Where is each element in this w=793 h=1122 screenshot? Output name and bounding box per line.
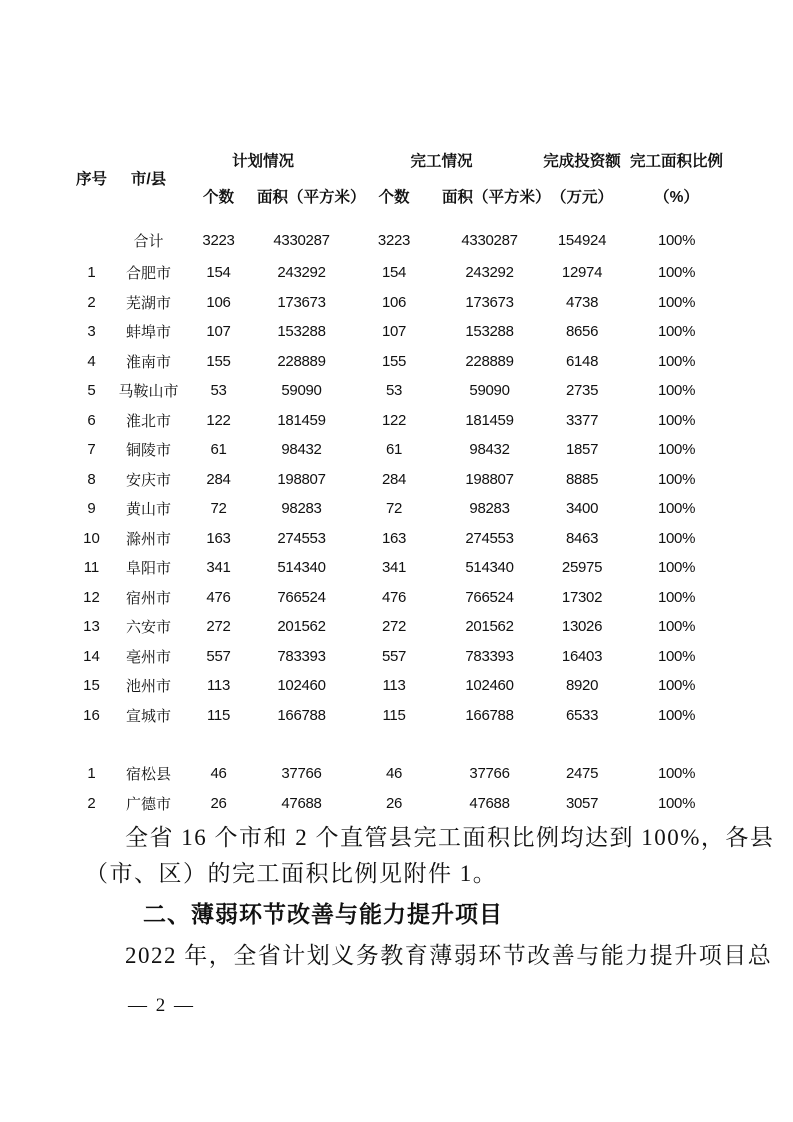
cell-ratio: 100% [657,500,696,518]
cell-serial: 5 [87,382,96,400]
cell-region: 淮南市 [125,353,171,371]
cell-region: 安庆市 [125,471,171,489]
cell-ratio: 100% [657,618,696,636]
cell-ratio: 100% [657,588,696,606]
cell-serial: 12 [83,588,100,606]
cell-region: 马鞍山市 [118,383,179,401]
cell-ratio: 100% [657,529,696,547]
cell-ratio: 100% [657,293,696,311]
county-rows [66,759,726,818]
cell-ratio: 100% [657,647,696,665]
table-row [66,583,726,613]
cell-region: 黄山市 [125,501,171,519]
cell-done-area: 98283 [469,500,510,518]
cell-plan-area: 153288 [277,323,326,341]
cell-investment: 1857 [565,441,599,459]
cell-plan-area: 173673 [277,293,326,311]
cell-ratio: 100% [657,470,696,488]
cell-region: 铜陵市 [125,442,171,460]
cell-done-area: 181459 [465,411,514,429]
cell-region: 池州市 [125,678,171,696]
cell-ratio: 100% [657,323,696,341]
cell-plan-count: 46 [210,765,227,783]
cell-serial: 10 [83,529,100,547]
cell-ratio: 100% [657,677,696,695]
cell-serial: 1 [87,765,96,783]
cell-region: 滁州市 [125,530,171,548]
cell-plan-count: 284 [206,470,231,488]
cell-plan-area: 514340 [277,559,326,577]
cell-investment: 8463 [565,529,599,547]
cell-serial: 6 [87,411,96,429]
header-spacer [66,214,726,222]
table-header [66,142,726,214]
cell-serial [66,222,117,258]
total-section [66,214,726,258]
cell-done-count: 106 [381,293,407,311]
cell-investment: 4738 [565,293,599,311]
cell-plan-area: 98283 [281,500,322,518]
cell-investment: 8920 [565,677,599,695]
cell-region: 合肥市 [125,265,171,283]
cell-plan-count: 3223 [202,231,235,249]
cell-plan-area: 243292 [277,264,326,282]
cell-ratio: 100% [657,765,696,783]
cell-done-count: 476 [381,588,407,606]
cell-done-count: 113 [382,677,406,695]
cell-done-count: 26 [385,794,403,812]
table-row [66,642,726,672]
cell-done-area: 228889 [465,352,514,370]
city-rows [66,258,726,730]
cell-plan-area: 37766 [281,765,322,783]
cell-ratio: 100% [657,231,696,249]
cell-investment: 3377 [565,411,599,429]
cell-investment: 154924 [557,231,607,249]
cell-done-area: 766524 [465,588,514,606]
cell-investment: 2475 [565,765,599,783]
cell-serial: 16 [83,706,100,724]
cell-done-count: 341 [381,559,407,577]
cell-done-count: 115 [382,706,406,724]
table-row [66,465,726,495]
cell-serial: 11 [83,559,100,577]
cell-region: 宿松县 [125,766,171,784]
page-number: — 2 — [128,995,195,1016]
cell-done-area: 153288 [465,323,514,341]
paragraph2-line1: 2022 年，全省计划义务教育薄弱环节改善与能力提升项目总 [125,943,773,968]
cell-plan-count: 272 [206,618,231,636]
cell-plan-count: 341 [206,559,231,577]
paragraph1-line1: 全省 16 个市和 2 个直管县完工面积比例均达到 100%，各县 [125,825,775,850]
cell-plan-area: 166788 [277,706,326,724]
cell-serial: 1 [87,264,96,282]
cell-ratio: 100% [657,794,696,812]
cell-investment: 17302 [561,588,603,606]
cell-done-count: 107 [381,323,407,341]
section-heading: 二、薄弱环节改善与能力提升项目 [143,901,503,927]
table-row [66,376,726,406]
cell-done-count: 122 [381,411,407,429]
cell-plan-area: 98432 [281,441,322,459]
cell-plan-area: 274553 [277,529,326,547]
cell-region: 芜湖市 [125,294,171,312]
cell-plan-count: 26 [210,794,227,812]
cell-investment: 13026 [561,618,603,636]
cell-done-area: 166788 [465,706,514,724]
cell-done-area: 783393 [465,647,514,665]
cell-done-area: 201562 [465,618,514,636]
header-group-done: 完工情况 [410,153,473,170]
cell-done-area: 173673 [465,293,514,311]
header-ratio-line2: （%） [654,189,699,206]
table-row [66,553,726,583]
header-done-count: 个数 [378,189,410,206]
cell-serial: 8 [87,470,96,488]
cell-plan-count: 113 [206,677,230,695]
cell-serial: 9 [87,500,96,518]
cell-plan-count: 154 [206,264,231,282]
cell-ratio: 100% [657,441,696,459]
cell-plan-area: 766524 [277,588,326,606]
cell-region: 广德市 [125,795,171,813]
cell-done-count: 72 [385,500,403,518]
cell-plan-area: 59090 [281,382,322,400]
table-row [66,701,726,731]
table-row [66,494,726,524]
cell-serial: 2 [87,794,96,812]
table-row [66,789,726,819]
cell-done-count: 46 [385,765,403,783]
completion-statistics-table [66,142,726,818]
header-investment-line1: 完成投资额 [543,153,621,170]
cell-serial: 14 [83,647,100,665]
cell-done-area: 243292 [465,264,514,282]
cell-done-count: 155 [381,352,407,370]
cell-ratio: 100% [657,264,696,282]
total-row [66,222,726,258]
table-row [66,612,726,642]
cell-investment: 8885 [565,470,599,488]
header-investment-line2: （万元） [551,189,614,206]
section-gap [66,730,726,759]
cell-plan-count: 557 [206,647,231,665]
table-row [66,317,726,347]
cell-plan-count: 107 [206,323,231,341]
table-row [66,406,726,436]
cell-done-count: 53 [385,382,403,400]
cell-investment: 16403 [561,647,603,665]
cell-plan-count: 61 [210,441,227,459]
table-row [66,435,726,465]
gap-row [66,730,726,759]
cell-done-area: 198807 [465,470,514,488]
cell-serial: 4 [87,352,96,370]
cell-investment: 3400 [565,500,599,518]
paragraph1-line2: （市、区）的完工面积比例见附件 1。 [85,861,498,886]
cell-done-area: 4330287 [461,231,518,249]
cell-done-count: 61 [385,441,403,459]
cell-plan-area: 4330287 [273,231,330,249]
cell-serial: 7 [87,441,96,459]
cell-plan-area: 102460 [277,677,326,695]
cell-region: 六安市 [125,619,171,637]
cell-region: 淮北市 [125,412,171,430]
table-row [66,524,726,554]
cell-ratio: 100% [657,382,696,400]
cell-plan-area: 228889 [277,352,326,370]
cell-plan-count: 53 [210,382,227,400]
cell-plan-area: 47688 [281,794,322,812]
cell-investment: 6148 [565,352,599,370]
cell-serial: 15 [83,677,100,695]
cell-region: 宣城市 [125,707,171,725]
cell-done-count: 154 [381,264,407,282]
cell-region: 亳州市 [125,648,171,666]
header-done-area: 面积（平方米） [442,189,551,206]
table-row [66,288,726,318]
header-serial: 序号 [75,171,107,188]
table-row [66,258,726,288]
cell-investment: 6533 [565,706,599,724]
table-row [66,347,726,377]
cell-plan-count: 476 [206,588,231,606]
cell-investment: 12974 [561,264,603,282]
cell-ratio: 100% [657,559,696,577]
table-row [66,759,726,789]
cell-done-area: 47688 [469,794,510,812]
cell-done-area: 514340 [465,559,514,577]
cell-done-area: 59090 [469,382,510,400]
cell-plan-count: 122 [206,411,231,429]
header-region: 市/县 [130,171,167,188]
cell-done-area: 98432 [469,441,510,459]
cell-plan-count: 155 [206,352,231,370]
cell-region: 蚌埠市 [125,324,171,342]
cell-plan-area: 181459 [277,411,326,429]
cell-ratio: 100% [657,411,696,429]
cell-region: 阜阳市 [125,560,171,578]
cell-plan-count: 163 [206,529,231,547]
cell-region: 合计 [133,232,164,250]
cell-done-count: 284 [381,470,407,488]
cell-investment: 3057 [565,794,599,812]
header-ratio-line1: 完工面积比例 [630,153,724,170]
cell-ratio: 100% [657,706,696,724]
cell-plan-area: 201562 [277,618,326,636]
cell-plan-area: 783393 [277,647,326,665]
cell-done-count: 557 [381,647,407,665]
cell-done-area: 102460 [465,677,514,695]
cell-done-count: 272 [381,618,407,636]
cell-plan-count: 72 [210,500,227,518]
cell-investment: 8656 [565,323,599,341]
cell-done-area: 37766 [469,765,510,783]
cell-serial: 13 [83,618,100,636]
cell-investment: 25975 [561,559,603,577]
cell-done-count: 3223 [377,231,411,249]
header-plan-area: 面积（平方米） [257,189,366,206]
cell-ratio: 100% [657,352,696,370]
header-plan-count: 个数 [202,189,234,206]
cell-plan-count: 106 [206,293,231,311]
cell-plan-count: 115 [206,706,230,724]
cell-serial: 2 [87,293,96,311]
cell-plan-area: 198807 [277,470,326,488]
header-group-plan: 计划情况 [232,153,295,170]
cell-serial: 3 [87,323,96,341]
table-row [66,671,726,701]
cell-done-count: 163 [381,529,407,547]
cell-region: 宿州市 [125,589,171,607]
cell-investment: 2735 [565,382,599,400]
cell-done-area: 274553 [465,529,514,547]
